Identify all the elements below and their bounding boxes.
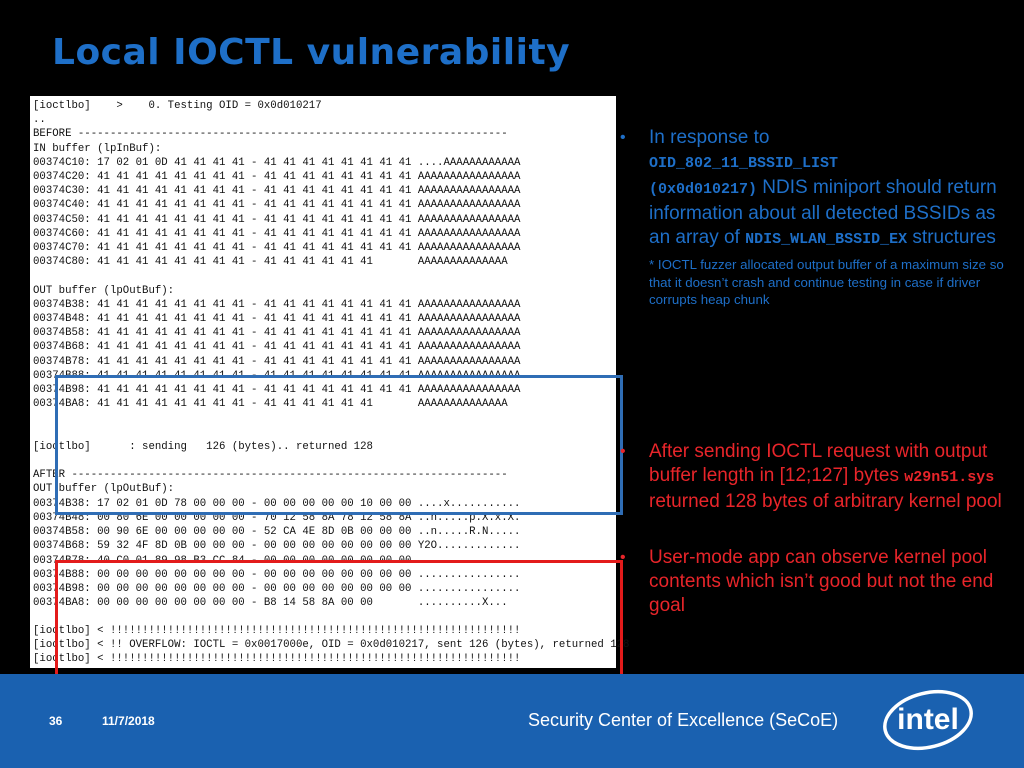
slide-title: Local IOCTL vulnerability — [52, 32, 571, 73]
struct-code: NDIS_WLAN_BSSID_EX — [745, 231, 908, 248]
slide-date: 11/7/2018 — [102, 714, 155, 728]
bullet-text — [649, 126, 1018, 252]
bullet-text-part: structures — [907, 227, 996, 248]
out-buffer-before-highlight — [55, 375, 623, 515]
driver-name-code: w29n51.sys — [904, 469, 995, 486]
bullet-text — [649, 440, 1018, 514]
bullet-dot: • — [620, 549, 626, 566]
bullet-text-part: NDIS miniport should return information about all detected BSSIDs as an array of — [649, 177, 997, 248]
dump-bottom-text: [ioctlbo] < !!!!!!!!!!!!!!!!!!!!!!!!!!!!!!!!!!!!!!!!!!!!!!!!!!!!!!!!!!!!!!!! [ioctlbo] < !! OVERFLOW: IOCTL = 0x0017000e, OID = 0x0d010217, sent 126 (bytes), returned 128 [ioctlbo] < !!!!!!!!!!!!!!!!!!!!!!!!!!!!!!!!!!!!!!!!!!!!!!!!!!!!!!!!!!!!!!!! — [33, 625, 630, 666]
bullet-oid-response — [620, 126, 1018, 309]
logo-text: intel — [897, 703, 959, 736]
bullet-text-part: After sending IOCTL request with output buffer length in [12;127] bytes — [649, 441, 988, 486]
bullet-dot: • — [620, 443, 626, 460]
footer-title: Security Center of Excellence (SeCoE) — [528, 710, 839, 730]
oid-code: OID_802_11_BSSID_LIST — [649, 155, 839, 172]
fuzzer-note: * IOCTL fuzzer allocated output buffer of a maximum size so that it doesn’t crash and continue testing in case if driver corrupts heap chunk — [649, 257, 1004, 307]
page-number: 36 — [49, 714, 63, 728]
dump-top-text: [ioctlbo] > 0. Testing OID = 0x0d010217 .. BEFORE ------------------------------------------------------------------- IN buffer (lpInBuf): 00374C10: 17 02 01 0D 41 41 41 41 - 41 41 41 41 41 41 41 41 ....AAAAAAAAAAAA 00374C20: 41 41 41 41 41 41 41 41 - 41 41 41 41 41 41 41 41 AAAAAAAAAAAAAAAA 00374C30: 41 41 41 41 41 41 41 41 - 41 41 41 41 41 41 41 41 AAAAAAAAAAAAAAAA 00374C40: 41 41 41 41 41 41 41 41 - 41 41 41 41 41 41 41 41 AAAAAAAAAAAAAAAA 00374C50: 41 41 41 41 41 41 41 41 - 41 41 41 41 41 41 41 41 AAAAAAAAAAAAAAAA 00374C60: 41 41 41 41 41 41 41 41 - 41 41 41 41 41 41 41 41 AAAAAAAAAAAAAAAA 00374C70: 41 41 41 41 41 41 41 41 - 41 41 41 41 41 41 41 41 AAAAAAAAAAAAAAAA 00374C80: 41 41 41 41 41 41 41 41 - 41 41 41 41 41 41 AAAAAAAAAAAAAA OUT buffer (lpOutBuf): 00374B38: 41 41 41 41 41 41 41 41 - 41 41 41 41 41 41 41 41 AAAAAAAAAAAAAAAA 00374B48: 41 41 41 41 41 41 41 41 - 41 41 41 41 41 41 41 41 AAAAAAAAAAAAAAAA 00374B58: 41 41 41 41 41 41 41 41 - 41 41 41 41 41 41 41 41 AAAAAAAAAAAAAAAA 00374B68: 41 41 41 41 41 41 41 41 - 41 41 41 41 41 41 41 41 AAAAAAAAAAAAAAAA 00374B78: 41 41 41 41 41 41 41 41 - 41 41 41 41 41 41 41 41 AAAAAAAAAAAAAAAA 00374B88: 41 41 41 41 41 41 41 41 - 41 41 41 41 41 41 41 41 AAAAAAAAAAAAAAAA 00374B98: 41 41 41 41 41 41 41 41 - 41 41 41 41 41 41 41 41 AAAAAAAAAAAAAAAA 00374BA8: 41 41 41 41 41 41 41 41 - 41 41 41 41 41 41 AAAAAAAAAAAAAA [ioctlbo] : sending 126 (bytes).. returned 128 AFTER -------------------------------------------------------------------- OUT buffer (lpOutBuf): 00374B38: 17 02 01 0D 78 00 00 00 - 00 00 00 00 00 10 00 00 ....x........... 00374B48: 00 80 6E 00 00 00 00 00 - 70 12 58 8A 78 12 58 8A ..n.....p.X.x.X. 00374B58: 00 90 6E 00 00 00 00 00 - 52 CA 4E 8D 0B 00 00 00 ..n.....R.N..... 00374B68: 59 32 4F 8D 0B 00 00 00 - 00 00 00 00 00 00 00 00 Y2O............. 00374B78: 40 C0 01 89 98 B3 CC 84 - 00 00 00 00 00 00 00 00 ................ 00374B88: 00 00 00 00 00 00 00 00 - 00 00 00 00 00 00 00 00 ................ 00374B98: 00 00 00 00 00 00 00 00 - 00 00 00 00 00 00 00 00 ................ 00374BA8: 00 00 00 00 00 00 00 00 - B8 14 58 8A 00 00 ..........X... — [33, 100, 521, 610]
bullet-user-mode-app — [620, 546, 1018, 618]
bullet-text-part: returned 128 bytes of arbitrary kernel pool — [649, 491, 1002, 512]
bullet-text: User-mode app can observe kernel pool contents which isn’t good but not the end goal — [649, 547, 994, 616]
bullet-ioctl-request — [620, 440, 1018, 514]
intel-logo-icon — [880, 688, 976, 752]
oid-hex-code: (0x0d010217) — [649, 181, 758, 198]
debug-output-screenshot — [30, 96, 630, 668]
bullet-dot: • — [620, 129, 626, 146]
bullet-text-part: In response to — [649, 127, 770, 148]
